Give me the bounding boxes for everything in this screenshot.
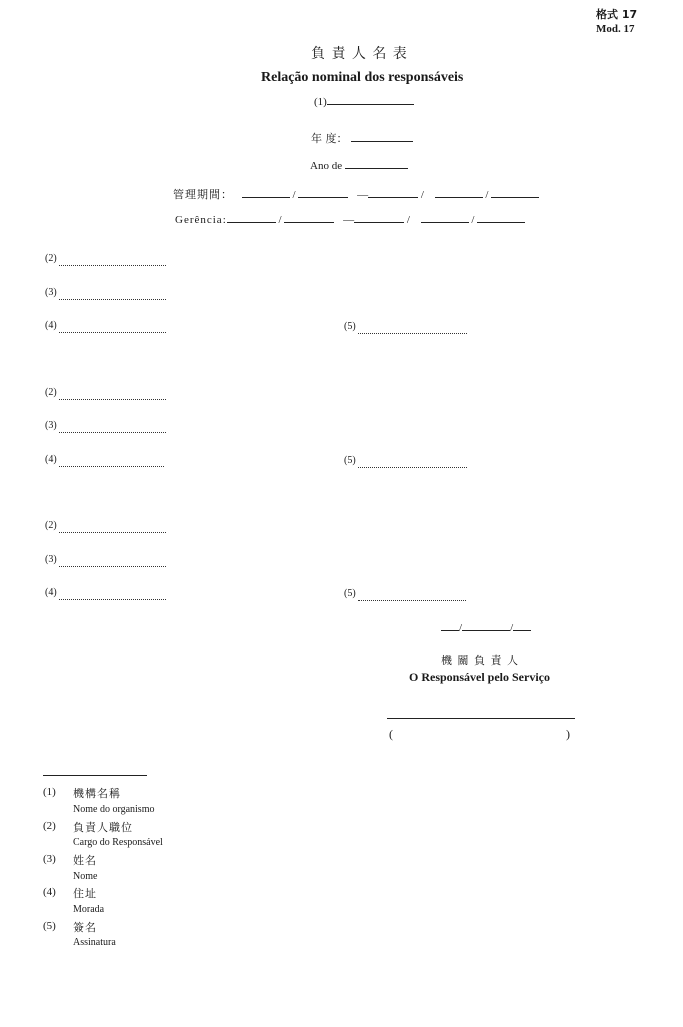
footnote-divider [43, 775, 147, 776]
footnote-number: (4) [43, 886, 56, 898]
footnote-text-zh: 姓名 [73, 854, 97, 867]
address-line[interactable] [59, 466, 164, 467]
position-line[interactable] [59, 532, 166, 533]
year-field-zh[interactable] [311, 129, 413, 146]
period-end-day-line[interactable] [435, 186, 483, 198]
date-slash: / [510, 622, 514, 634]
year-label-zh: 年 度： [311, 132, 348, 145]
management-period-label-zh: 管理期間： [173, 188, 233, 201]
entry-marker-signature: (5) [344, 321, 356, 332]
name-line[interactable] [59, 566, 166, 567]
period-end-month-line[interactable] [491, 186, 539, 198]
name-line[interactable] [59, 432, 166, 433]
year-field-pt[interactable] [310, 156, 408, 172]
date-slash: / [459, 622, 463, 634]
entry-marker-position: (2) [45, 253, 57, 264]
organism-name-field[interactable] [314, 92, 414, 108]
entry-marker-signature: (5) [344, 455, 356, 466]
year-line-pt[interactable] [345, 156, 408, 169]
footnote-text-pt: Cargo do Responsável [73, 837, 163, 848]
footnote-number: (2) [43, 820, 56, 832]
model-number-zh: 格式 17 [596, 8, 638, 21]
date-slash: / [420, 189, 424, 201]
paren-close: ) [566, 727, 570, 741]
period-start-day-line[interactable] [227, 211, 276, 223]
entry-marker-address: (4) [45, 587, 57, 598]
footnote-text-pt: Morada [73, 904, 105, 915]
responsible-title-zh: 機 關 負 責 人 [441, 654, 519, 667]
entry-marker-name: (3) [45, 420, 57, 431]
year-label-pt: Ano de [310, 160, 343, 172]
address-line[interactable] [59, 332, 166, 333]
period-dash: — [343, 214, 355, 226]
management-period-zh[interactable] [173, 186, 539, 202]
footnote-number: (5) [43, 920, 56, 932]
footnote-text-zh: 負責人職位 [73, 821, 133, 834]
period-end-day-line[interactable] [421, 211, 469, 223]
signature-month-line[interactable] [462, 619, 510, 631]
signature-day-line[interactable] [441, 619, 459, 631]
paren-open: ( [389, 727, 393, 741]
management-period-label-pt: Gerência: [175, 214, 227, 226]
period-start-year-line[interactable] [368, 186, 418, 198]
model-number-pt: Mod. 17 [596, 23, 635, 35]
entry-marker-name: (3) [45, 287, 57, 298]
date-slash: / [278, 214, 282, 226]
signature-line[interactable] [358, 467, 467, 468]
position-line[interactable] [59, 265, 166, 266]
date-slash: / [471, 214, 475, 226]
address-line[interactable] [59, 599, 166, 600]
date-slash: / [292, 189, 296, 201]
signature-line[interactable] [358, 600, 466, 601]
footnote-text-zh: 機構名稱 [73, 787, 121, 800]
period-start-month-line[interactable] [284, 211, 334, 223]
field-marker: (1) [314, 96, 327, 108]
management-period-pt[interactable] [175, 211, 525, 226]
page-title-zh: 負 責 人 名 表 [311, 46, 408, 62]
signature-line[interactable] [358, 333, 467, 334]
page-title-pt: Relação nominal dos responsáveis [261, 70, 464, 85]
period-end-month-line[interactable] [477, 211, 525, 223]
entry-marker-name: (3) [45, 554, 57, 565]
footnote-text-zh: 簽名 [73, 921, 97, 934]
period-dash: — [357, 189, 369, 201]
footnote-text-pt: Nome do organismo [73, 804, 155, 815]
entry-marker-position: (2) [45, 387, 57, 398]
responsible-signature-line[interactable] [387, 718, 575, 719]
footnote-text-zh: 住址 [73, 887, 97, 900]
footnote-number: (1) [43, 786, 56, 798]
year-line-zh[interactable] [351, 129, 413, 142]
period-start-month-line[interactable] [298, 186, 348, 198]
period-start-day-line[interactable] [242, 186, 290, 198]
entry-marker-address: (4) [45, 320, 57, 331]
entry-marker-position: (2) [45, 520, 57, 531]
date-slash: / [485, 189, 489, 201]
date-slash: / [406, 214, 410, 226]
signature-year-line[interactable] [513, 619, 531, 631]
period-start-year-line[interactable] [354, 211, 404, 223]
signature-date-field[interactable] [441, 619, 531, 634]
footnote-text-pt: Assinatura [73, 937, 116, 948]
footnote-number: (3) [43, 853, 56, 865]
entry-marker-signature: (5) [344, 588, 356, 599]
position-line[interactable] [59, 399, 166, 400]
responsible-title-pt: O Responsável pelo Serviço [409, 670, 550, 684]
organism-name-line[interactable] [327, 92, 414, 105]
name-line[interactable] [59, 299, 166, 300]
footnote-text-pt: Nome [73, 871, 98, 882]
entry-marker-address: (4) [45, 454, 57, 465]
